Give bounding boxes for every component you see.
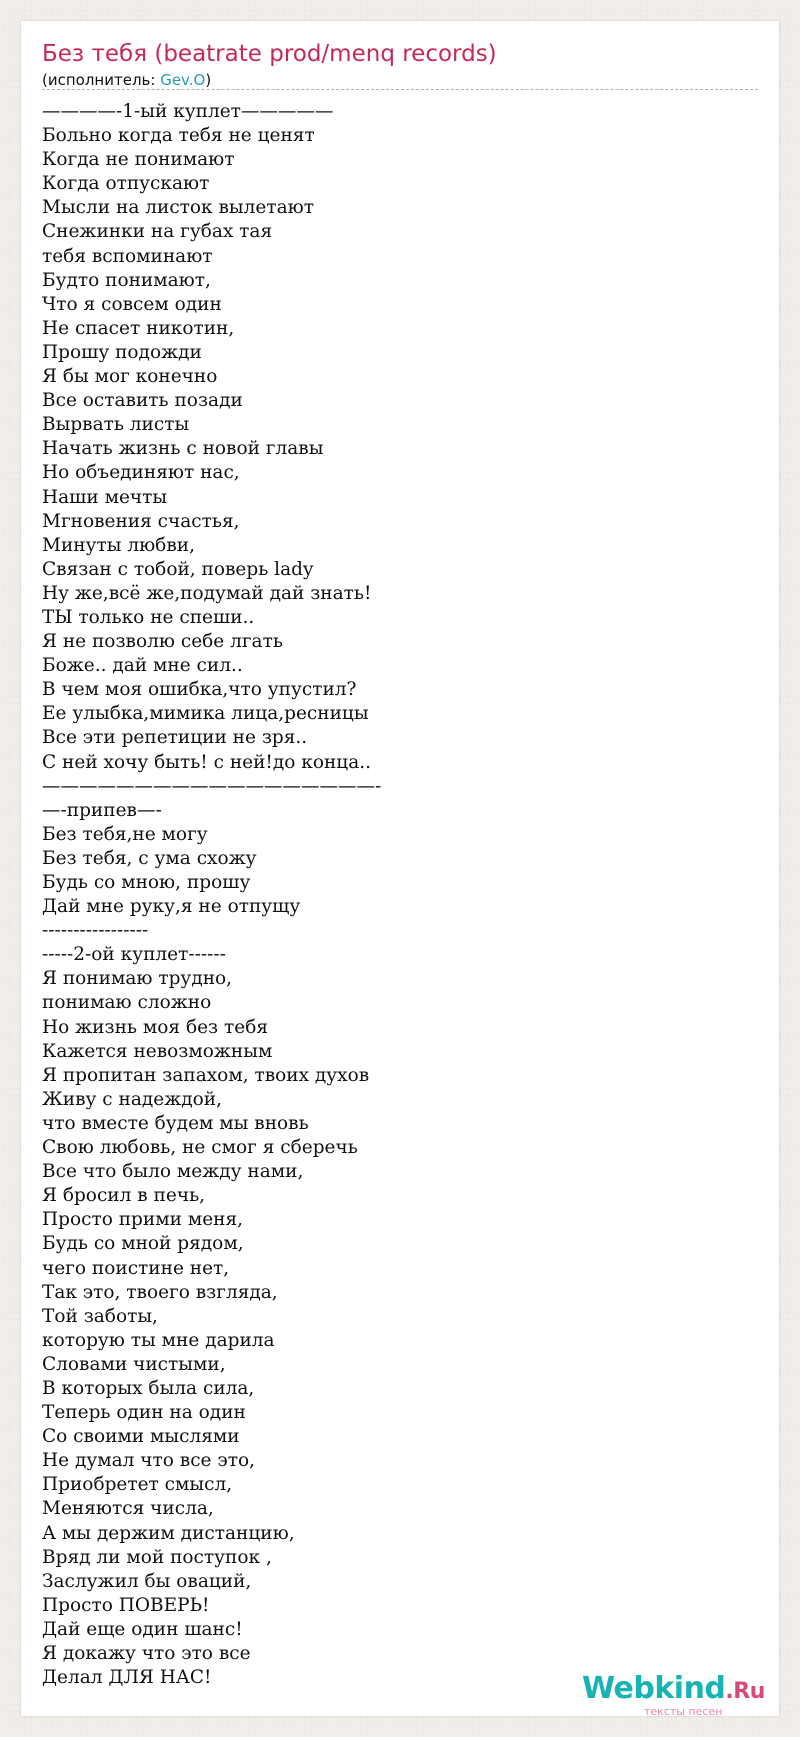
lyric-line: Я понимаю трудно, <box>42 968 233 990</box>
lyric-line: Свою любовь, не смог я сберечь <box>42 1137 358 1159</box>
lyric-line: -----2-ой куплет------ <box>42 944 226 966</box>
lyric-line: Будь со мною, прошу <box>42 872 251 893</box>
lyric-line: Прошу подожди <box>42 341 202 363</box>
lyric-line: Дай еще один шанс! <box>42 1618 243 1640</box>
lyric-line: Ее улыбка,мимика лица,ресницы <box>42 703 369 725</box>
logo-tagline: тексты песен <box>644 1705 723 1718</box>
lyric-line: Без тебя,не могу <box>42 823 208 845</box>
lyric-line: Не спасет никотин, <box>42 317 235 339</box>
lyric-line: Но объединяют нас, <box>42 462 240 484</box>
lyric-line: Связан с тобой, поверь lady <box>42 558 314 580</box>
lyric-line: Я пропитан запахом, твоих духов <box>42 1064 370 1086</box>
lyric-line: Минуты любви, <box>42 534 195 556</box>
artist-prefix: (исполнитель: <box>42 71 161 89</box>
lyric-line: Боже.. дай мне сил.. <box>42 655 243 677</box>
lyric-line: Просто ПОВЕРЬ! <box>42 1594 210 1616</box>
lyric-line: Заслужил бы оваций, <box>42 1570 252 1592</box>
lyric-line: Живу с надеждой, <box>42 1088 222 1110</box>
lyric-line: Снежинки на губах тая <box>42 221 273 243</box>
lyric-line: Будь со мной рядом, <box>42 1233 244 1255</box>
lyric-line: Мгновения счастья, <box>42 510 240 532</box>
lyric-line: Начать жизнь с новой главы <box>42 438 324 460</box>
lyric-line: В чем моя ошибка,что упустил? <box>42 679 357 701</box>
lyric-line: Когда отпускают <box>42 173 210 195</box>
lyric-line: Я бросил в печь, <box>42 1185 206 1207</box>
lyric-line: Кажется невозможным <box>42 1040 273 1062</box>
lyric-line: Со своими мыслями <box>42 1426 240 1448</box>
lyric-line: ————-1-ый куплет————— <box>42 101 334 122</box>
lyric-line: Будто понимают, <box>42 269 211 291</box>
artist-line <box>42 71 211 89</box>
lyric-line: что вместе будем мы вновь <box>42 1112 309 1134</box>
song-title: Без тебя (beatrate prod/menq records) <box>42 41 497 67</box>
lyric-line: Больно когда тебя не ценят <box>42 125 315 147</box>
lyric-line: Словами чистыми, <box>42 1353 226 1375</box>
lyrics-text <box>42 100 742 1690</box>
lyric-line: Меняются числа, <box>42 1498 214 1520</box>
lyric-line: Наши мечты <box>42 486 168 508</box>
lyric-line: Приобретет смысл, <box>42 1474 233 1496</box>
lyric-line: Все эти репетиции не зря.. <box>42 727 308 749</box>
logo-tld: .Ru <box>725 1679 765 1704</box>
lyric-line: Я бы мог конечно <box>42 366 218 388</box>
lyric-line: ТЫ только не спеши.. <box>42 606 255 628</box>
lyric-line: Я докажу что это все <box>42 1643 251 1664</box>
lyric-line: Когда не понимают <box>42 149 235 171</box>
lyric-line: ——————————————————- <box>42 775 382 797</box>
lyric-line: Без тебя, с ума схожу <box>42 847 257 869</box>
lyric-line: Ну же,всё же,подумай дай знать! <box>42 582 372 604</box>
lyric-line: чего поистине нет, <box>42 1257 230 1279</box>
lyric-line: Но жизнь моя без тебя <box>42 1016 269 1038</box>
lyric-line: Все оставить позади <box>42 390 243 412</box>
logo-wordmark <box>582 1671 765 1706</box>
lyric-line: —-припев—- <box>42 799 162 821</box>
lyric-line: Я не позволю себе лгать <box>42 631 283 653</box>
lyric-line: которую ты мне дарила <box>42 1329 275 1351</box>
lyric-line: Просто прими меня, <box>42 1209 244 1231</box>
lyric-line: Все что было между нами, <box>42 1161 304 1183</box>
lyric-line: Так это, твоего взгляда, <box>42 1281 278 1303</box>
lyric-line: Той заботы, <box>42 1305 158 1327</box>
lyric-line: понимаю сложно <box>42 992 212 1014</box>
lyric-line: Вряд ли мой поступок , <box>42 1546 272 1568</box>
lyric-line: Дай мне руку,я не отпущу <box>42 896 301 918</box>
lyric-line: Делал ДЛЯ НАС! <box>42 1667 212 1689</box>
lyric-line: В которых была сила, <box>42 1377 255 1399</box>
title-divider <box>42 89 758 90</box>
artist-link[interactable]: Gev.O <box>160 71 206 89</box>
lyric-line: С ней хочу быть! с ней!до конца.. <box>42 751 371 773</box>
lyric-line: Теперь один на один <box>42 1402 246 1424</box>
lyric-line: Не думал что все это, <box>42 1450 255 1472</box>
lyric-line: тебя вспоминают <box>42 245 213 267</box>
site-logo[interactable] <box>582 1671 772 1717</box>
lyric-line: ----------------- <box>42 920 149 942</box>
lyric-line: Что я совсем один <box>42 293 222 315</box>
lyric-line: Вырвать листы <box>42 414 190 436</box>
lyric-line: А мы держим дистанцию, <box>42 1522 295 1544</box>
logo-name: Webkind <box>582 1671 726 1706</box>
lyric-line: Мысли на листок вылетают <box>42 197 314 219</box>
artist-suffix: ) <box>205 71 212 89</box>
